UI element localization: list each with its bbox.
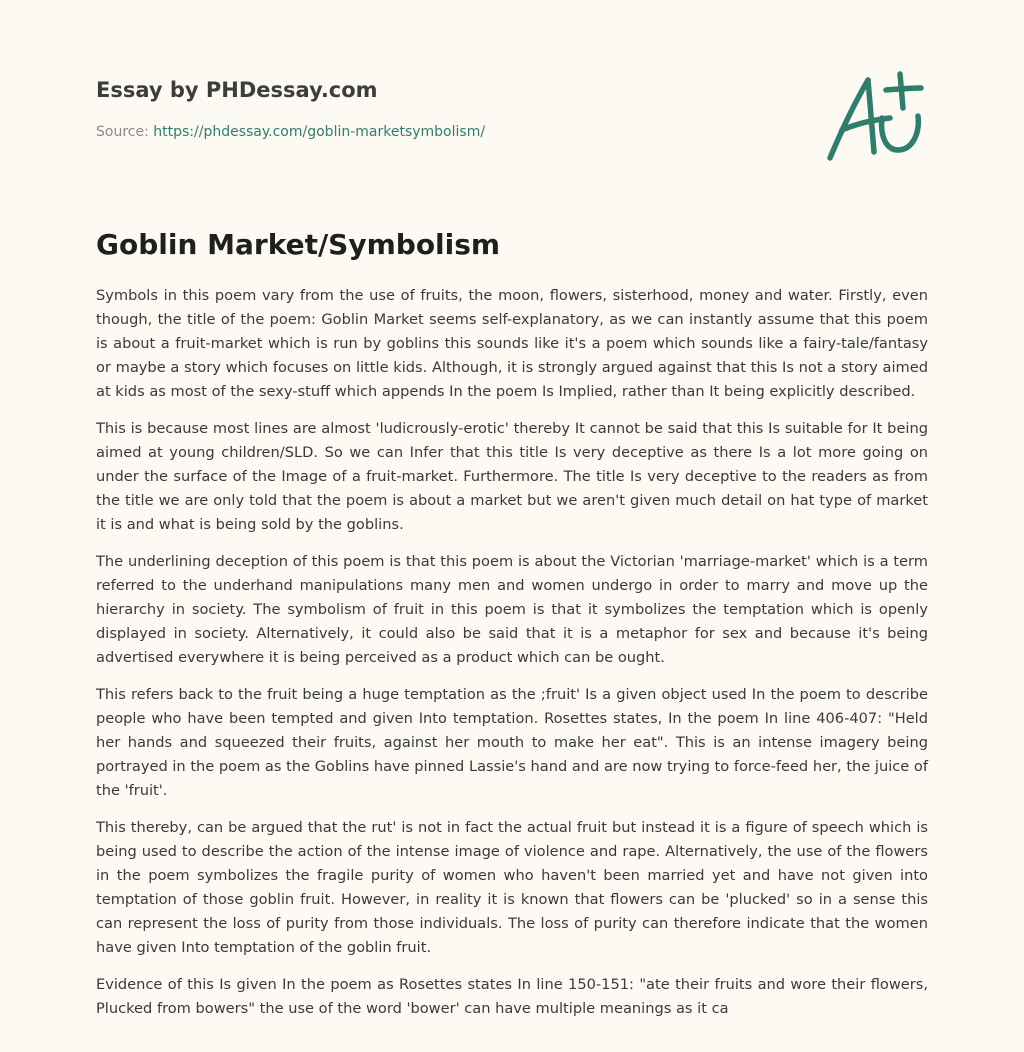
essay-paragraph: Evidence of this Is given In the poem as Rosettes states In line 150-151: "ate their fruits and wore their flowers, Plucked from bowers" the use of the word 'bower' can have multiple meanings as it ca [96,976,928,1017]
essay-paragraph: This refers back to the fruit being a huge temptation as the ;fruit' Is a given object used In the poem to describe people who have been tempted and given Into temptation. Rosettes states, In the poem In line 406-407: "Held her hands and squeezed their fruits, against her mouth to make her eat". This is an intense imagery being portrayed in the poem as the Goblins have pinned Lassie's hand and are now trying to force-feed her, the juice of the 'fruit'. [96,686,928,799]
essay-paragraph: The underlining deception of this poem is that this poem is about the Victorian 'marriage-market' which is a term referred to the underhand manipulations many men and women undergo in order to marry and move up the hierarchy in society. The symbolism of fruit in this poem is that it symbolizes the temptation which is openly displayed in society. Alternatively, it could also be said that it is a metaphor for sex and because it's being advertised everywhere it is being perceived as a product which can be ought. [96,553,928,666]
source-line [96,122,696,142]
page-header [96,76,696,142]
essay-paragraph: Symbols in this poem vary from the use of fruits, the moon, flowers, sisterhood, money and water. Firstly, even though, the title of the poem: Goblin Market seems self-explanatory, as we can instantly assume that this poem is about a fruit-market which is run by goblins this sounds like it's a poem which sounds like a fairy-tale/fantasy or maybe a story which focuses on little kids. Although, it is strongly argued against that this Is not a story aimed at kids as most of the sexy-stuff which appends In the poem Is Implied, rather than It being explicitly described. [96,287,928,400]
source-label: Source: [96,124,154,140]
essay-paragraph: This thereby, can be argued that the rut' is not in fact the actual fruit but instead it is a figure of speech which is being used to describe the action of the intense image of violence and rape. Alternatively, the use of the flowers in the poem symbolizes the fragile purity of women who haven't been married yet and have not given into temptation of those goblin fruit. However, in reality it is known that flowers can be 'plucked' so in a sense this can represent the loss of purity from those individuals. The loss of purity can therefore indicate that the women have given Into temptation of the goblin fruit. [96,819,928,956]
essay-body [96,284,928,1034]
essay-title: Goblin Market/Symbolism [96,228,501,261]
brand-title: Essay by PHDessay.com [96,78,378,102]
a-plus-logo-icon [820,66,930,166]
source-link[interactable]: https://phdessay.com/goblin-marketsymbolism/ [153,124,486,140]
essay-paragraph: This is because most lines are almost 'ludicrously-erotic' thereby It cannot be said that this Is suitable for It being aimed at young children/SLD. So we can Infer that this title Is very deceptive as there Is a lot more going on under the surface of the Image of a fruit-market. Furthermore. The title Is very deceptive to the readers as from the title we are only told that the poem is about a market but we aren't given much detail on hat type of market it is and what is being sold by the goblins. [96,420,928,533]
